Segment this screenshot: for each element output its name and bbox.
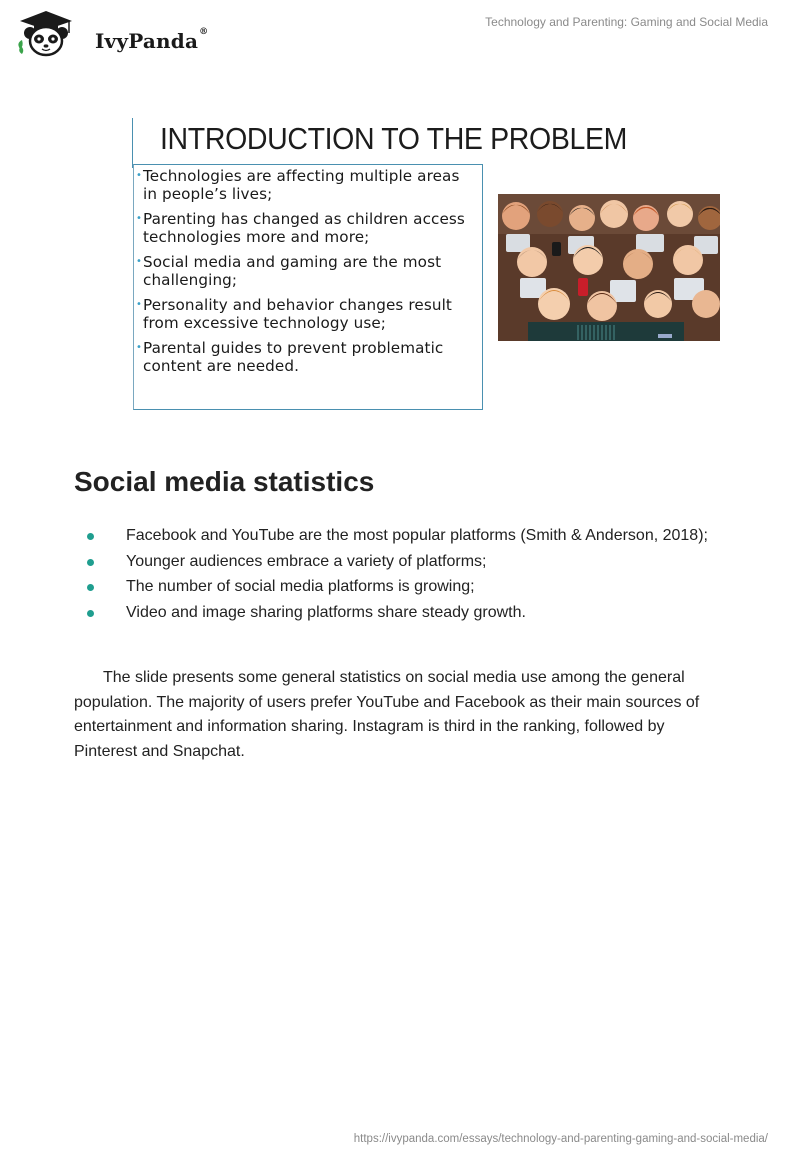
source-url[interactable]: https://ivypanda.com/essays/technology-and-parenting-gaming-and-social-media/ [353, 1133, 768, 1145]
slide-bullet: • Social media and gaming are the most challenging; [136, 253, 442, 289]
slide-bullet: • Parental guides to prevent problematic content are needed. [136, 339, 444, 375]
bullet-dot [87, 584, 94, 591]
slide-bullet-glyph: • [136, 342, 142, 353]
slide-divider [132, 118, 133, 168]
logo-wordmark: IvyPanda® [95, 27, 209, 53]
slide-bullet-glyph: • [136, 256, 142, 267]
bullet-dot [87, 610, 94, 617]
slide-bullet-glyph: • [136, 299, 142, 310]
slide-bullet: • Technologies are affecting multiple areas in people’s lives; [136, 167, 460, 203]
page-header [0, 0, 800, 60]
slide-bullet-glyph: • [136, 213, 142, 224]
document-title: Technology and Parenting: Gaming and Social Media [485, 15, 768, 29]
ivypanda-logo[interactable] [16, 9, 209, 57]
bullet-dot [87, 559, 94, 566]
slide-bullet-glyph: • [136, 170, 142, 181]
slide-text-box [133, 164, 483, 410]
slide-bullet: • Personality and behavior changes result from excessive technology use; [136, 296, 452, 332]
section-heading: Social media statistics [74, 466, 375, 497]
slide-bullet-list [136, 167, 476, 382]
list-item: The number of social media platforms is growing; [74, 575, 714, 600]
bullet-dot [87, 533, 94, 540]
body-paragraph: The slide presents some general statistics on social media use among the general population. The majority of users prefer YouTube and Facebook as their main sources of entertainment and information sharing. Instagram is third in the ranking, followed by Pinterest and Snapchat. [74, 669, 700, 760]
list-item: Video and image sharing platforms share steady growth. [74, 601, 714, 626]
children-with-devices-illustration [498, 194, 720, 341]
list-item: Facebook and YouTube are the most popular platforms (Smith & Anderson, 2018); [74, 524, 714, 549]
panda-graduate-icon [16, 9, 76, 57]
list-item: Younger audiences embrace a variety of platforms; [74, 550, 714, 575]
statistics-bullet-list [74, 524, 714, 626]
slide-image [74, 112, 734, 424]
slide-bullet: • Parenting has changed as children access technologies more and more; [136, 210, 465, 246]
slide-title: INTRODUCTION TO THE PROBLEM [160, 121, 628, 156]
